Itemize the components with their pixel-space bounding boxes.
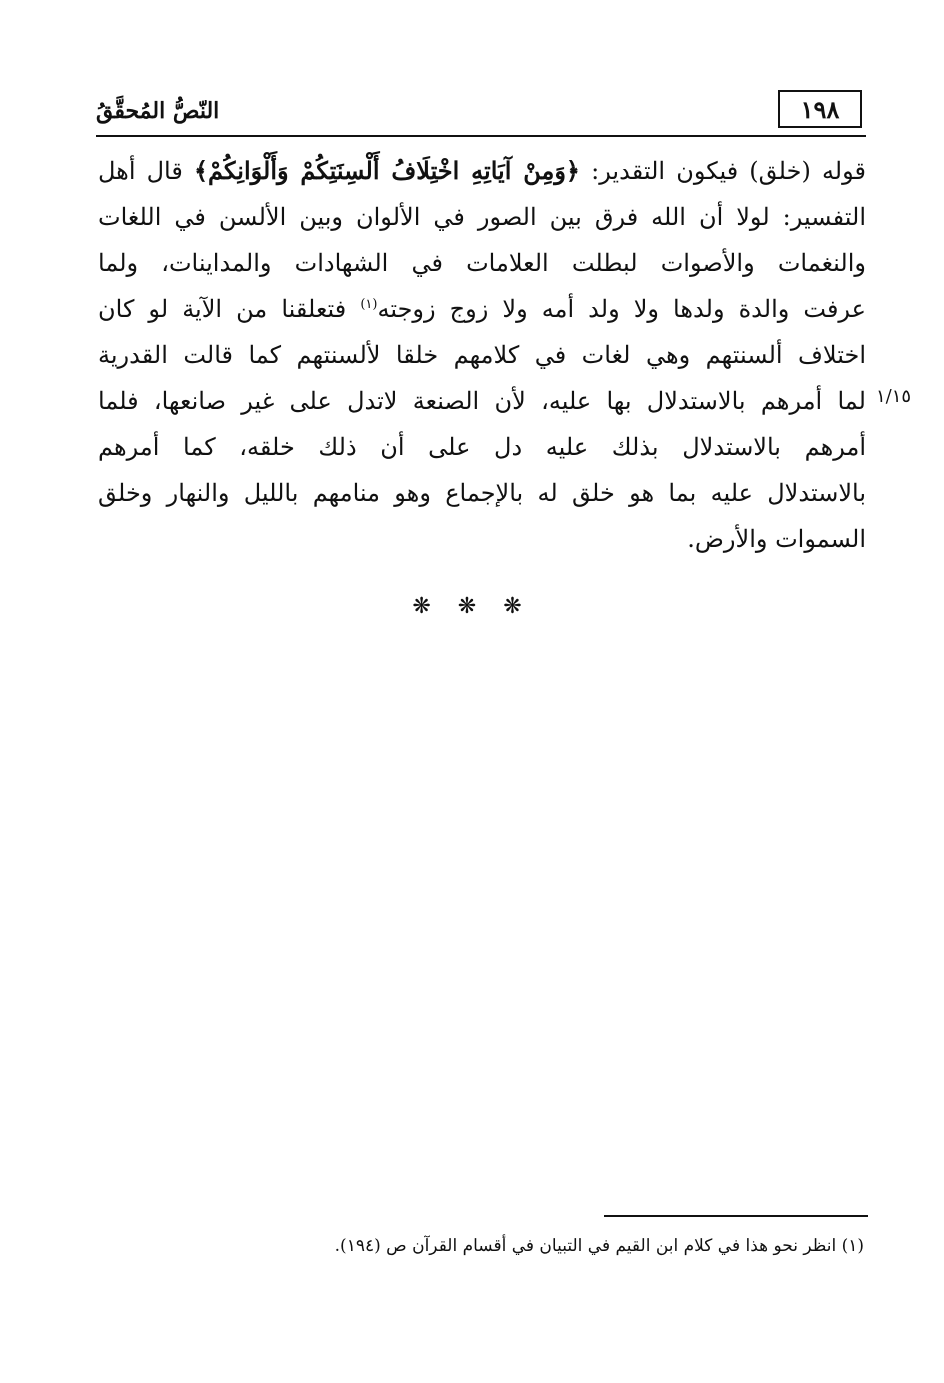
text-line-4-end: فتعلقنا من الآية لو كان [98,295,361,323]
text-line-1-end: قال أهل [98,157,194,185]
footnote-reference: (١) [360,297,378,312]
text-line-5: اختلاف ألسنتهم وهي لغات في كلامهم خلقا لألسنتهم كما قالت القدرية [98,341,866,369]
manuscript-folio-marker: ١/١٥ [876,386,912,407]
main-text [98,148,866,562]
quran-verse: ﴿وَمِنْ آيَاتِهِ اخْتِلَافُ أَلْسِنَتِكُمْ وَأَلْوَانِكُمْ﴾ [193,156,580,185]
text-line-7: أمرهم بالاستدلال بذلك عليه دل على أن ذلك خلقه، كما أمرهم [98,433,866,461]
footnote-rule [604,1215,868,1217]
text-line-4-start: عرفت والدة ولدها ولا ولد أمه ولا زوج زوجته [377,295,866,323]
page-number [778,90,862,128]
text-line-3: والنغمات والأصوات لبطلت العلامات في الشهادات والمداينات، ولما [98,249,866,277]
text-line-1 [98,148,866,194]
text-line-4 [98,286,866,332]
text-line-8: بالاستدلال عليه بما هو خلق له بالإجماع وهو منامهم بالليل والنهار وخلق [98,479,866,507]
text-line-1-start: قوله (خلق) فيكون التقدير: [579,157,866,185]
text-line-6: لما أمرهم بالاستدلال بها عليه، لأن الصنعة لاتدل على غير صانعها، فلما [98,387,866,415]
text-line-2: التفسير: لولا أن الله فرق بين الصور في الألوان وبين الألسن في اللغات [98,203,866,231]
header-rule [96,135,866,137]
text-line-9: السموات والأرض. [687,525,866,553]
running-header-title: النّصُّ المُحقَّقُ [96,98,220,124]
page-number-text: ١٩٨ [800,94,840,124]
section-separator: ❋ ❋ ❋ [412,594,532,619]
footnote-1: (١) انظر نحو هذا في كلام ابن القيم في التبيان في أقسام القرآن ص (١٩٤). [334,1236,864,1256]
